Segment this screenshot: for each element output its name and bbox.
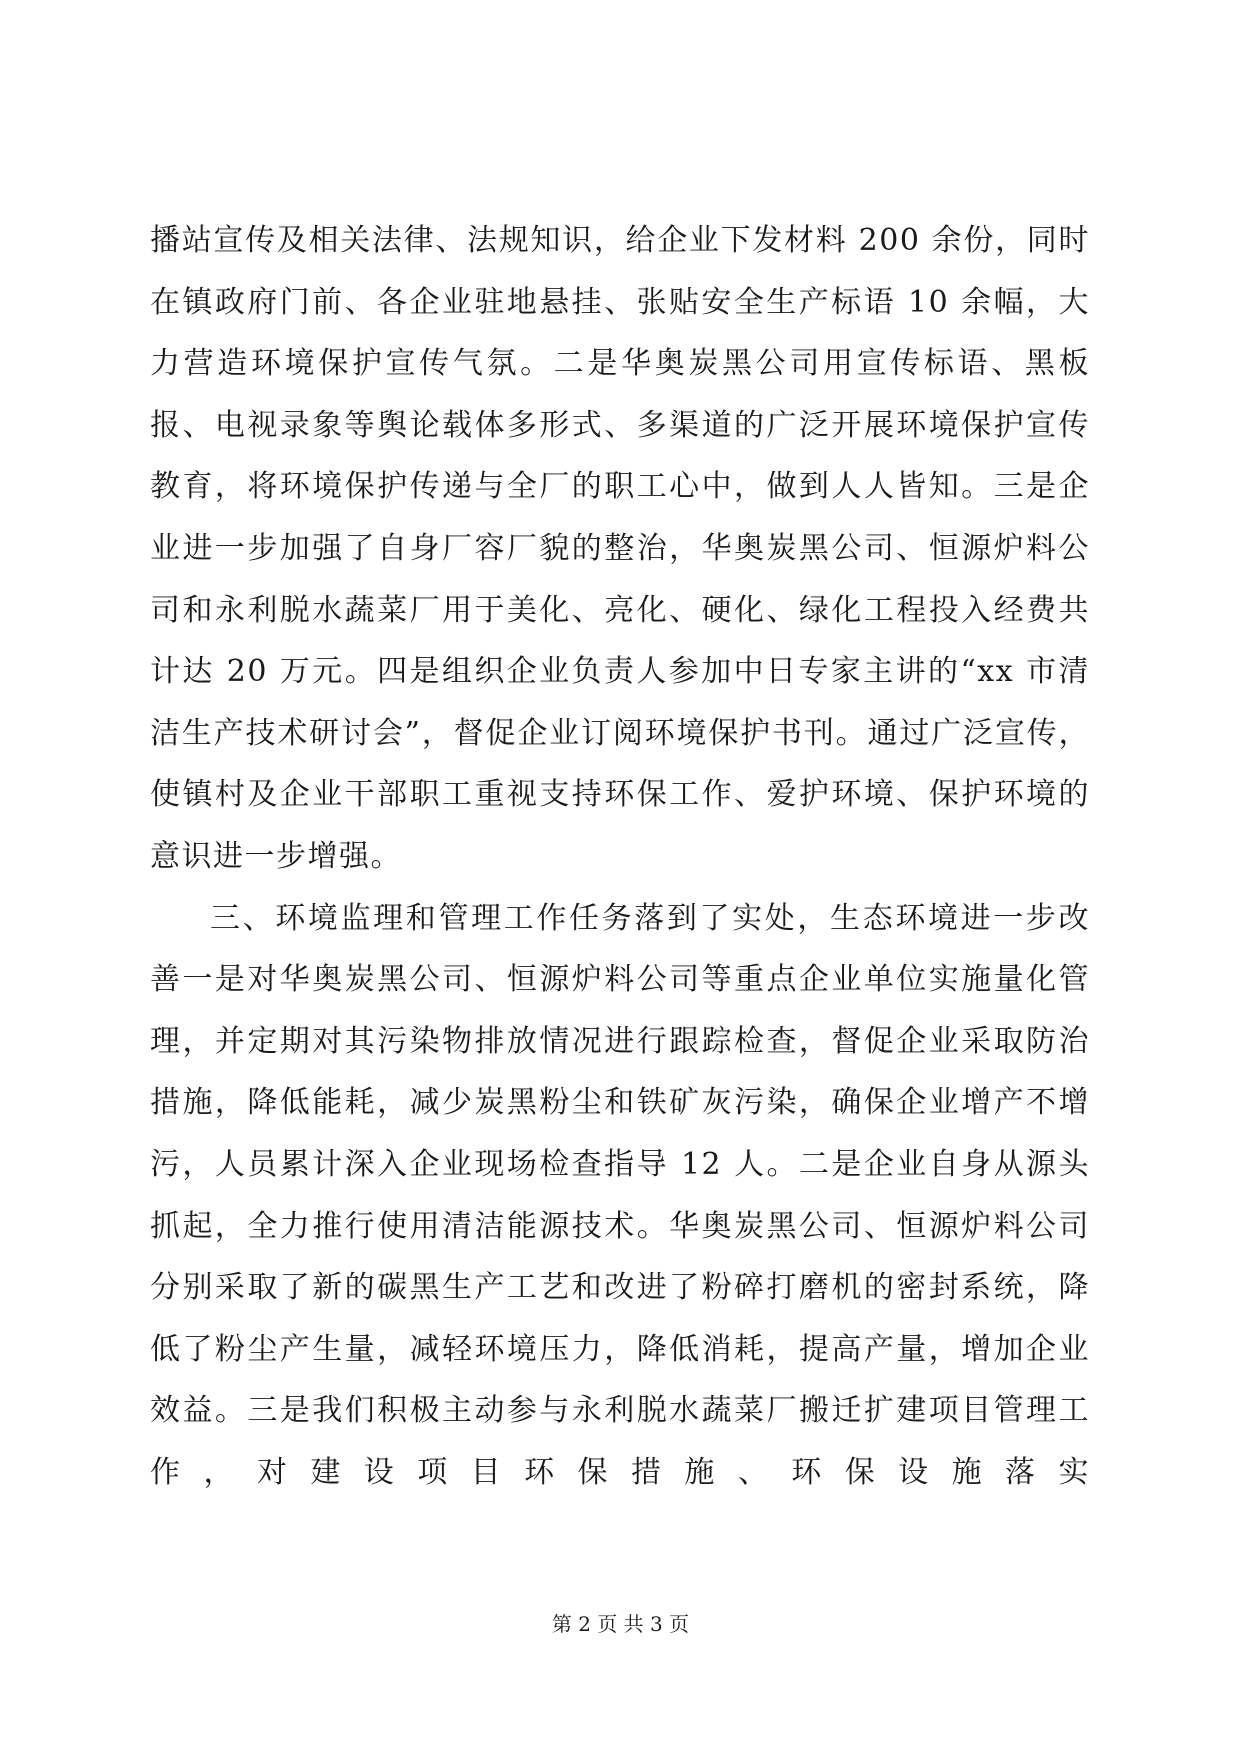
paragraph-2: 三、环境监理和管理工作任务落到了实处，生态环境进一步改善一是对华奥炭黑公司、恒源炉料公司等重点企业单位实施量化管理，并定期对其污染物排放情况进行跟踪检查，督促企业采取防治措施，降低能耗，减少炭黑粉尘和铁矿灰污染，确保企业增产不增污，人员累计深入企业现场检查指导 12 人。二是企业自身从源头抓起，全力推行使用清洁能源技术。华奥炭黑公司、恒源炉料公司分别采取了新的碳黑生产工艺和改进了粉碎打磨机的密封系统，降低了粉尘产生量，减轻环境压力，降低消耗，提高产量，增加企业效益。三是我们积极主动参与永利脱水蔬菜厂搬迁扩建项目管理工作，对建设项目环保措施、环保设施落实	[150, 900, 1090, 1490]
paragraph-1: 播站宣传及相关法律、法规知识，给企业下发材料 200 余份，同时在镇政府门前、各企业驻地悬挂、张贴安全生产标语 10 余幅，大力营造环境保护宣传气氛。二是华奥炭黑公司用宣传标语、黑板报、电视录象等舆论载体多形式、多渠道的广泛开展环境保护宣传教育，将环境保护传递与全厂的职工心中，做到人人皆知。三是企业进一步加强了自身厂容厂貌的整治，华奥炭黑公司、恒源炉料公司和永利脱水蔬菜厂用于美化、亮化、硬化、绿化工程投入经费共计达 20 万元。四是组织企业负责人参加中日专家主讲的“xx 市清洁生产技术研讨会”，督促企业订阅环境保护书刊。通过广泛宣传，使镇村及企业干部职工重视支持环保工作、爱护环境、保护环境的意识进一步增强。	[150, 223, 1090, 874]
page-footer: 第 2 页 共 3 页	[551, 1612, 690, 1636]
document-body	[150, 210, 1090, 1503]
